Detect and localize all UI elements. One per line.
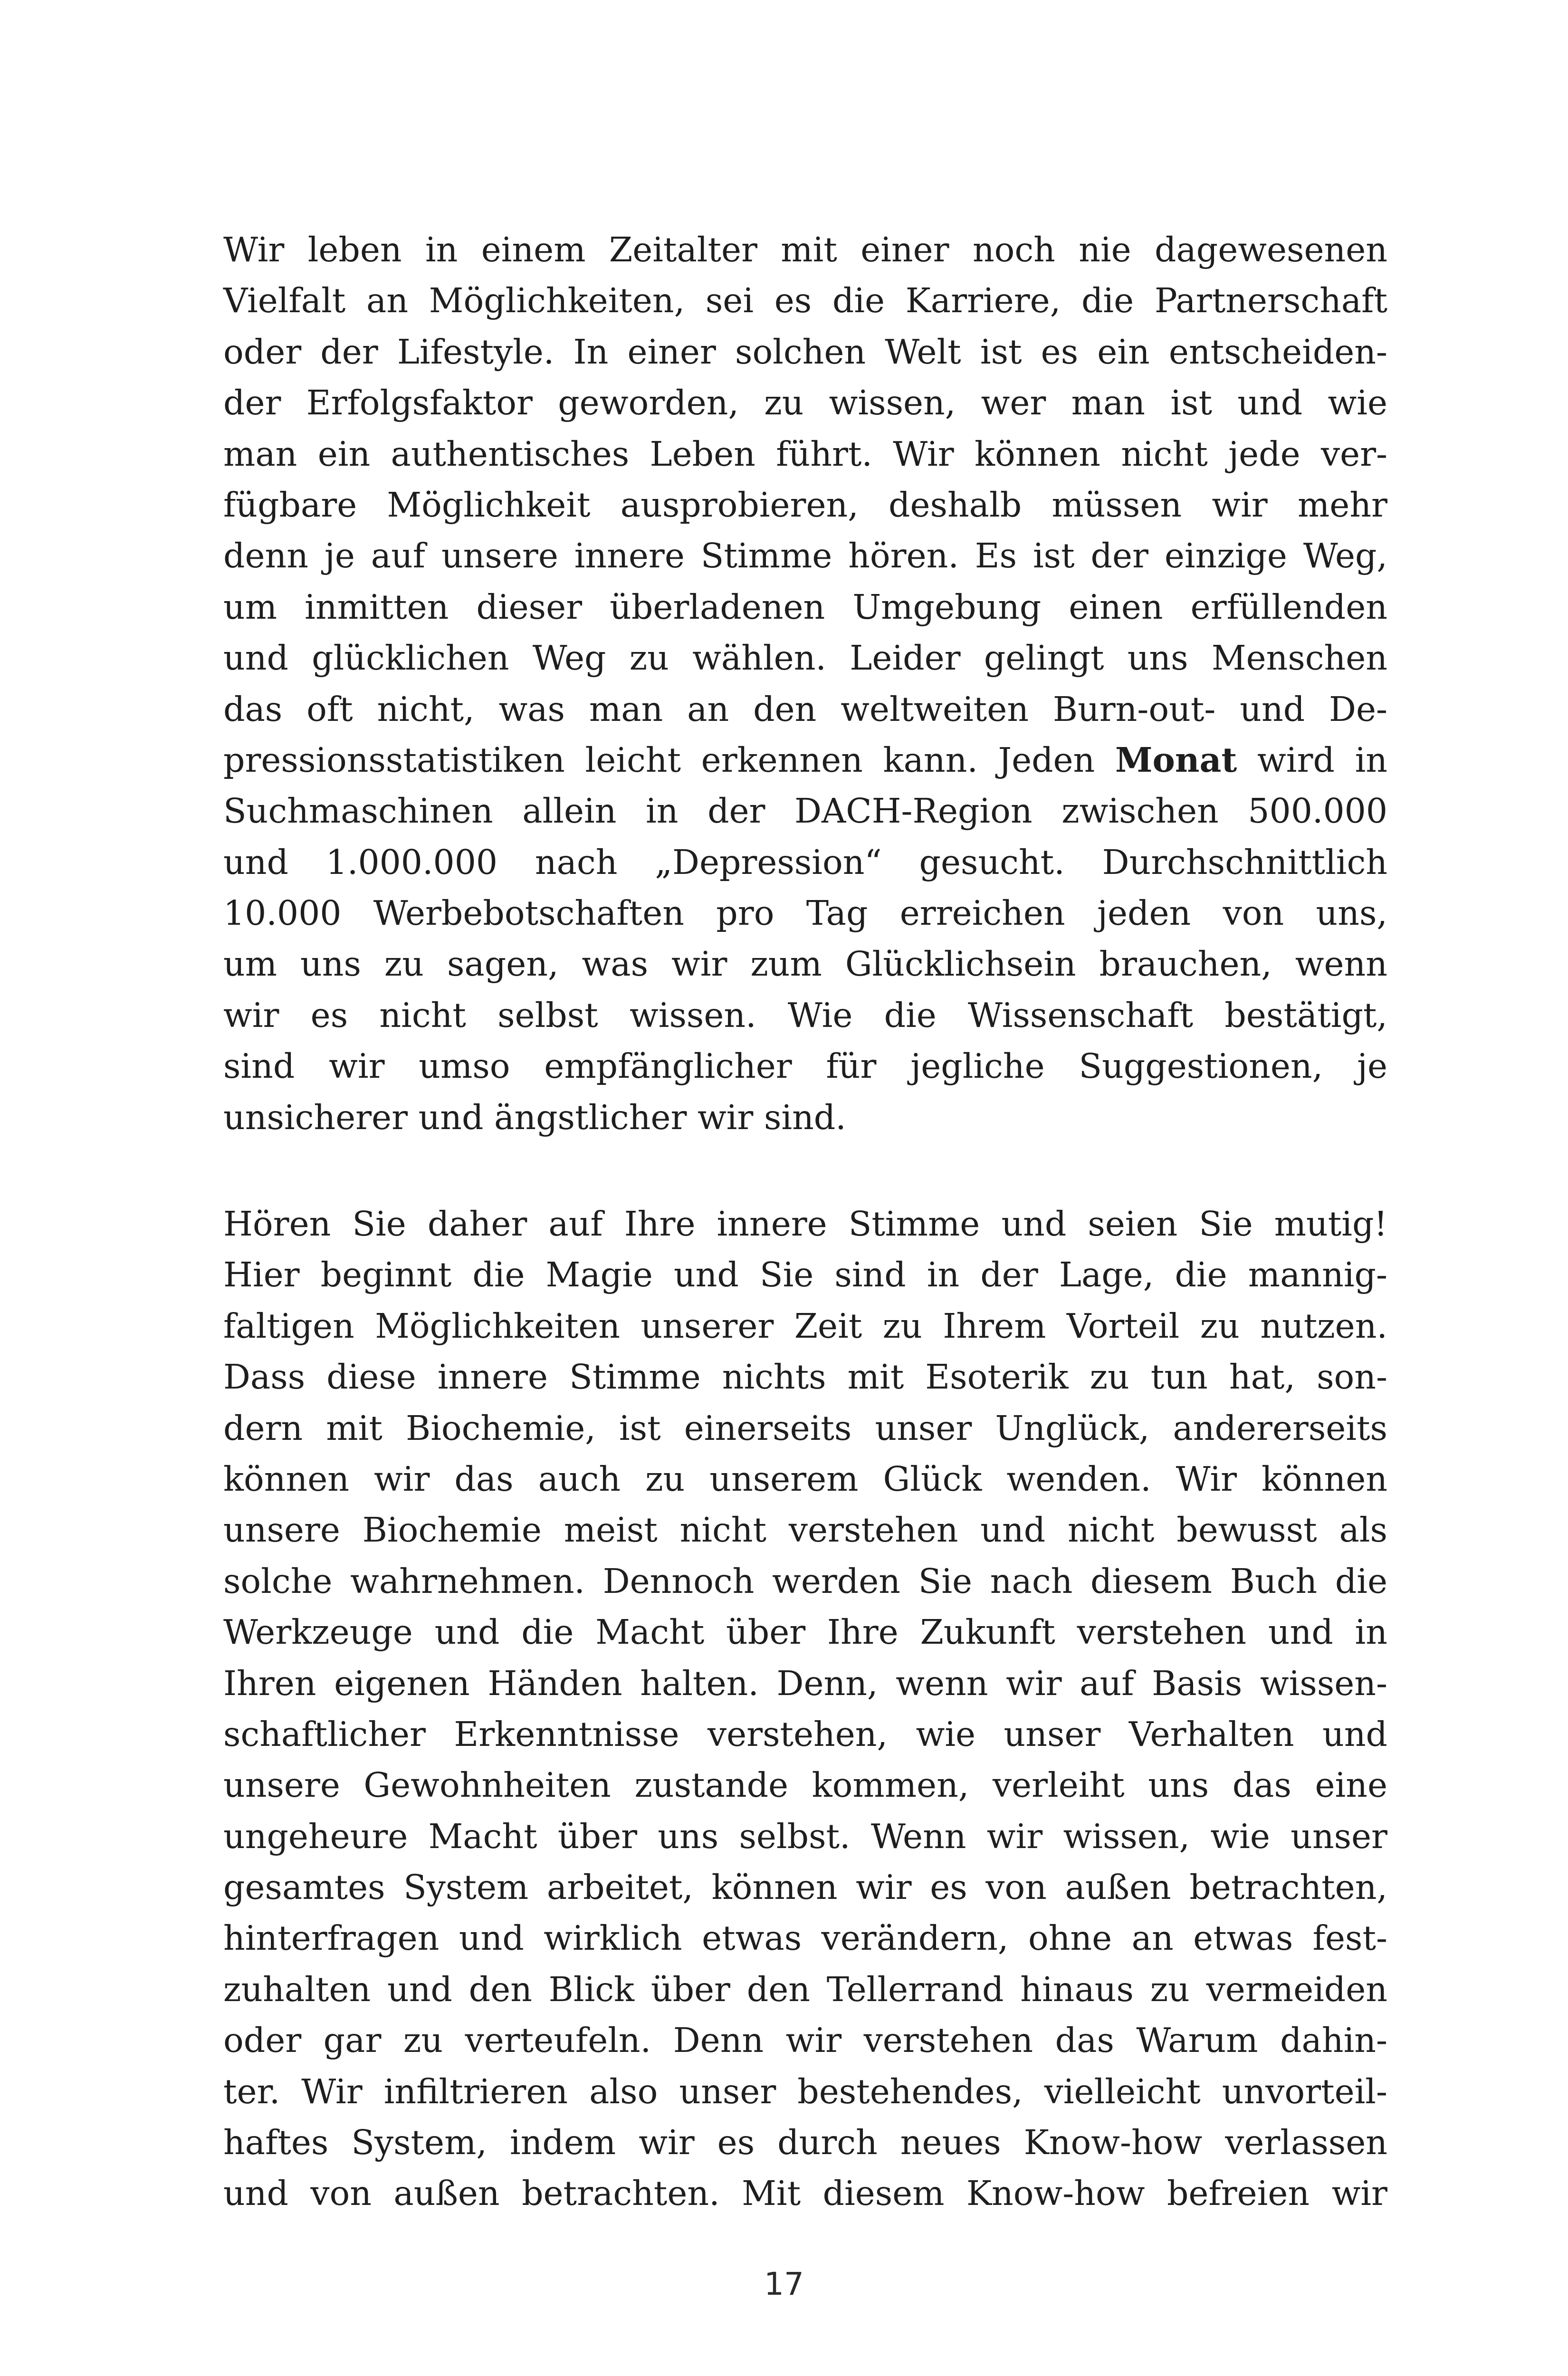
text-line: gesamtes System arbeitet, können wir es von außen betrachten, <box>223 1868 1387 1907</box>
text-line: faltigen Möglichkeiten unserer Zeit zu Ihrem Vorteil zu nutzen. <box>223 1306 1387 1346</box>
text-line: unsere Gewohnheiten zustande kommen, verleiht uns das eine <box>223 1765 1387 1805</box>
text-line: Wir leben in einem Zeitalter mit einer noch nie dagewesenen <box>223 230 1387 269</box>
text-line: der Erfolgsfaktor geworden, zu wissen, wer man ist und wie <box>223 383 1387 423</box>
text-line: wir es nicht selbst wissen. Wie die Wissenschaft bestätigt, <box>223 995 1387 1035</box>
text-line: und von außen betrachten. Mit diesem Know-how befreien wir <box>223 2174 1387 2213</box>
text-line: oder der Lifestyle. In einer solchen Welt ist es ein entscheiden- <box>223 332 1387 372</box>
text-line: Werkzeuge und die Macht über Ihre Zukunft verstehen und in <box>223 1612 1387 1652</box>
text-line: sind wir umso empfänglicher für jegliche Suggestionen, je <box>223 1046 1387 1086</box>
text-line: können wir das auch zu unserem Glück wenden. Wir können <box>223 1459 1387 1499</box>
text-line: Dass diese innere Stimme nichts mit Esoterik zu tun hat, son- <box>223 1357 1387 1397</box>
paragraph-2 <box>223 1198 1387 2219</box>
text-line: zuhalten und den Blick über den Tellerrand hinaus zu vermeiden <box>223 1969 1387 2009</box>
page-number: 17 <box>764 2266 804 2302</box>
text-line: hinterfragen und wirklich etwas verändern, ohne an etwas fest- <box>223 1918 1387 1958</box>
text-line: fügbare Möglichkeit ausprobieren, deshalb müssen wir mehr <box>223 485 1387 525</box>
text-line: solche wahrnehmen. Dennoch werden Sie nach diesem Buch die <box>223 1561 1387 1601</box>
text-line: um inmitten dieser überladenen Umgebung einen erfüllenden <box>223 587 1387 627</box>
text-line: denn je auf unsere innere Stimme hören. Es ist der einzige Weg, <box>223 536 1387 576</box>
text-line: man ein authentisches Leben führt. Wir können nicht jede ver- <box>223 434 1387 474</box>
text-line: Suchmaschinen allein in der DACH-Region zwischen 500.000 <box>223 791 1387 831</box>
paragraph-1 <box>223 224 1387 1143</box>
text-line: ter. Wir infiltrieren also unser bestehendes, vielleicht unvorteil- <box>223 2071 1387 2111</box>
text-line: Hier beginnt die Magie und Sie sind in der Lage, die mannig- <box>223 1255 1387 1295</box>
text-line: oder gar zu verteufeln. Denn wir verstehen das Warum dahin- <box>223 2021 1387 2060</box>
text-line: schaftlicher Erkenntnisse verstehen, wie unser Verhalten und <box>223 1714 1387 1754</box>
text-line: Hören Sie daher auf Ihre innere Stimme und seien Sie mutig! <box>223 1204 1387 1244</box>
bold-word: Monat <box>1115 739 1237 780</box>
text-line: und 1.000.000 nach „Depression“ gesucht. Durchschnittlich <box>223 842 1387 882</box>
text-line: Ihren eigenen Händen halten. Denn, wenn wir auf Basis wissen- <box>223 1663 1387 1703</box>
text-line: unsicherer und ängstlicher wir sind. <box>223 1097 846 1137</box>
text-line: dern mit Biochemie, ist einerseits unser Unglück, andererseits <box>223 1408 1387 1448</box>
text-line: ungeheure Macht über uns selbst. Wenn wir wissen, wie unser <box>223 1816 1387 1856</box>
text-line: Vielfalt an Möglichkeiten, sei es die Karriere, die Partnerschaft <box>223 281 1387 321</box>
text-run: wird in <box>1237 740 1388 780</box>
text-line <box>223 735 1387 786</box>
text-line: das oft nicht, was man an den weltweiten Burn-out- und De- <box>223 689 1387 729</box>
text-line: und glücklichen Weg zu wählen. Leider gelingt uns Menschen <box>223 638 1387 678</box>
text-line: 10.000 Werbebotschaften pro Tag erreichen jeden von uns, <box>223 893 1387 933</box>
text-line: haftes System, indem wir es durch neues Know-how verlassen <box>223 2123 1387 2163</box>
text-line: unsere Biochemie meist nicht verstehen und nicht bewusst als <box>223 1510 1387 1550</box>
text-run: pressionsstatistiken leicht erkennen kann. Jeden <box>223 740 1115 780</box>
text-line: um uns zu sagen, was wir zum Glücklichsein brauchen, wenn <box>223 944 1387 984</box>
